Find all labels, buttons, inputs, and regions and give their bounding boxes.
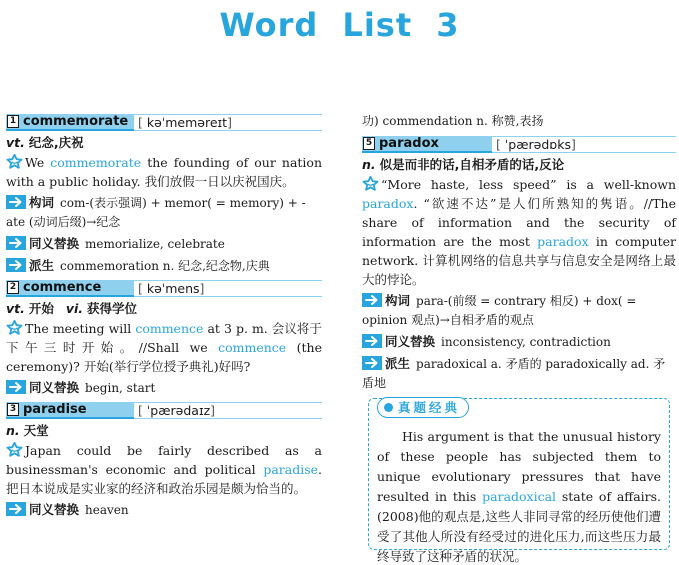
headword-bar [362,136,492,153]
headword: commence [23,279,102,295]
example-sentence: We commemorate the founding of our nation with a public holiday. 我们放假一日以庆祝国庆。 [6,155,322,189]
entry-paradox [362,134,676,393]
headword: paradise [23,401,87,417]
entry-paradise [6,400,322,520]
arrow-icon [362,334,382,348]
definition: n. 天堂 [6,423,49,438]
exam-excerpt-box [368,398,670,564]
example-star-icon [6,320,23,335]
entry-commence [6,278,322,398]
entry-header [362,134,676,154]
entry-number: 2 [7,281,19,294]
example-star-icon [6,442,23,457]
synonyms: 同义替换 inconsistency, contradiction [362,332,676,352]
arrow-icon [362,293,382,307]
headword: paradox [379,135,439,151]
arrow-icon [6,258,26,272]
exam-excerpt-text: His argument is that the unusual history of these people has subjected them to unique evolutionary pressures that have resulted in this paradoxical state of affairs. (2008)他的观点是,这些人非同寻常的经历使他们遭受了其他人所没有经受过的进化压力,而这些压力最终导致了这种矛盾的状况。 [377,429,662,564]
headword-bar [6,280,134,297]
left-column [6,112,322,522]
phonetic: [ kəˈmens] [134,280,322,297]
entry-number: 3 [7,403,19,416]
page-title: Word List 3 [219,6,460,44]
headword-bar [6,402,134,419]
synonyms: 同义替换 begin, start [6,378,322,398]
right-column [362,112,676,395]
phonetic: [ ˈpærədaɪz] [134,402,322,419]
entry-number: 5 [363,137,375,150]
word-formation: 构词 com-(表示强调) + memor( = memory) + -ate (动词后缀)→纪念 [6,195,306,229]
example-sentence: “More haste, less speed” is a well-known paradox. “欲速不达”是人们所熟知的隽语。//The share of information and the security of information are the most paradox in computer network. 计算机网络的信息共享与信息安全是网络上最大的悖论。 [362,177,676,287]
example-sentence: The meeting will commence at 3 p. m. 会议将于下午三时开始。//Shall we commence (the ceremony)? 开始(举行学位授予典礼)好吗? [6,321,322,374]
exam-badge: 真题经典 [377,397,469,418]
phonetic: [ ˈpærədɒks] [492,136,676,153]
entry-number: 1 [7,115,19,128]
arrow-icon [6,502,26,516]
arrow-icon [6,380,26,394]
derivatives: 派生 commemoration n. 纪念,纪念物,庆典 [6,256,322,276]
synonyms: 同义替换 memorialize, celebrate [6,234,322,254]
badge-dot-icon [384,403,393,412]
definition: vt. 开始 vi. 获得学位 [6,301,138,316]
entry-header [6,400,322,420]
arrow-icon [362,356,382,370]
word-formation: 构词 para-(前缀 = contrary 相反) + dox( = opinion 观点)→自相矛盾的观点 [362,293,637,327]
headword: commemorate [23,113,129,129]
definition: n. 似是而非的话,自相矛盾的话,反论 [362,157,565,172]
arrow-icon [6,195,26,209]
arrow-icon [6,236,26,250]
phonetic: [ kəˈmeməreɪt] [134,114,322,131]
derivatives: 派生 paradoxical a. 矛盾的 paradoxically ad. 矛盾地 [362,356,666,390]
entry-commemorate [6,112,322,276]
example-star-icon [362,176,379,191]
definition: vt. 纪念,庆祝 [6,135,84,150]
example-sentence: Japan could be fairly described as a businessman's economic and political paradise. 把日本说成是实业家的经济和政治乐园是颇为恰当的。 [6,443,322,496]
synonyms: 同义替换 heaven [6,500,322,520]
entry-header [6,278,322,298]
headword-bar [6,114,134,131]
continued-text: 功) commendation n. 称赞,表扬 [362,114,544,128]
entry-header [6,112,322,132]
example-star-icon [6,154,23,169]
